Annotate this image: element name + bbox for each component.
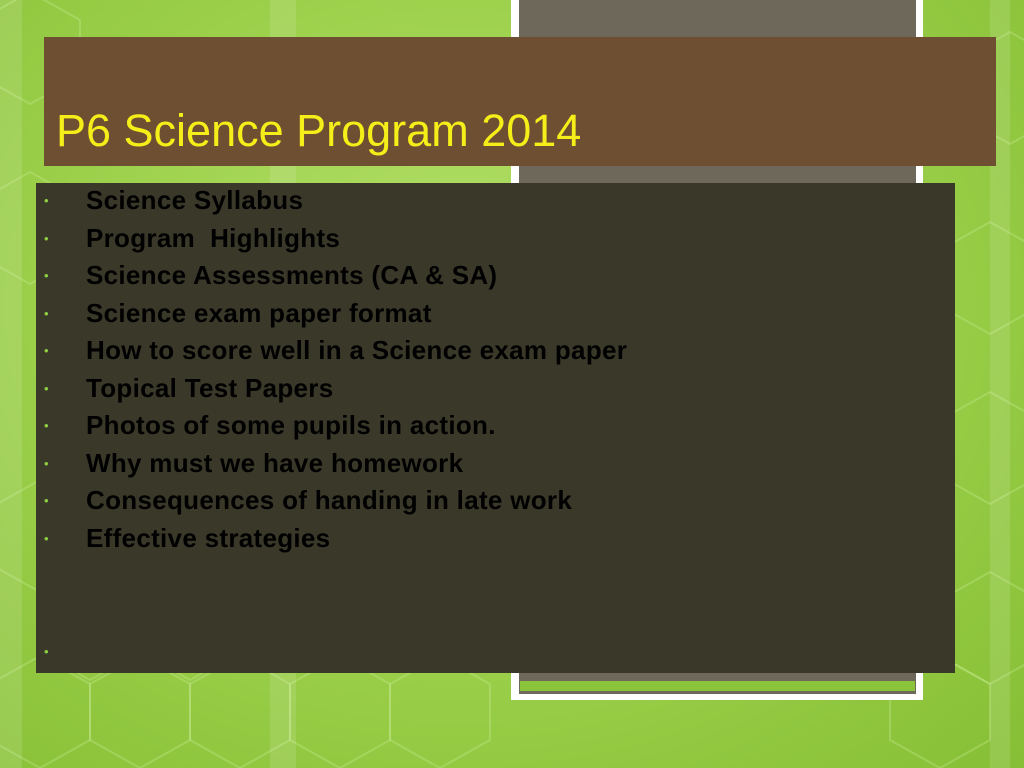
bullet-list xyxy=(44,182,627,557)
bullet-item xyxy=(44,182,627,220)
accent-bar xyxy=(520,681,915,691)
bullet-icon: • xyxy=(44,268,49,284)
bullet-text: Science exam paper format xyxy=(86,297,432,328)
bullet-icon: • xyxy=(44,530,49,546)
bullet-text: Why must we have homework xyxy=(86,447,464,478)
bullet-item xyxy=(44,407,627,445)
bullet-icon: • xyxy=(44,380,49,396)
bullet-item xyxy=(44,332,627,370)
bullet-icon: • xyxy=(44,343,49,359)
bullet-icon: • xyxy=(44,418,49,434)
bullet-text: Science Syllabus xyxy=(86,185,304,216)
bullet-text: Effective strategies xyxy=(86,522,331,553)
bullet-text: Photos of some pupils in action. xyxy=(86,410,496,441)
bullet-icon: • xyxy=(44,455,49,471)
bullet-item xyxy=(44,370,627,408)
bullet-item xyxy=(44,520,627,558)
bullet-icon: • xyxy=(44,193,49,209)
slide-title: P6 Science Program 2014 xyxy=(56,105,582,156)
empty-bullet-icon: • xyxy=(44,644,49,659)
bullet-icon: • xyxy=(44,305,49,321)
bullet-icon: • xyxy=(44,230,49,246)
bullet-text: Science Assessments (CA & SA) xyxy=(86,260,498,291)
bullet-text: How to score well in a Science exam paper xyxy=(86,335,628,366)
bullet-item xyxy=(44,257,627,295)
bullet-item xyxy=(44,220,627,258)
bullet-item xyxy=(44,445,627,483)
bullet-text: Topical Test Papers xyxy=(86,372,334,403)
bullet-text: Consequences of handing in late work xyxy=(86,485,573,516)
bullet-item xyxy=(44,295,627,333)
bullet-item xyxy=(44,482,627,520)
bullet-icon: • xyxy=(44,493,49,509)
bullet-text: Program Highlights xyxy=(86,222,341,253)
